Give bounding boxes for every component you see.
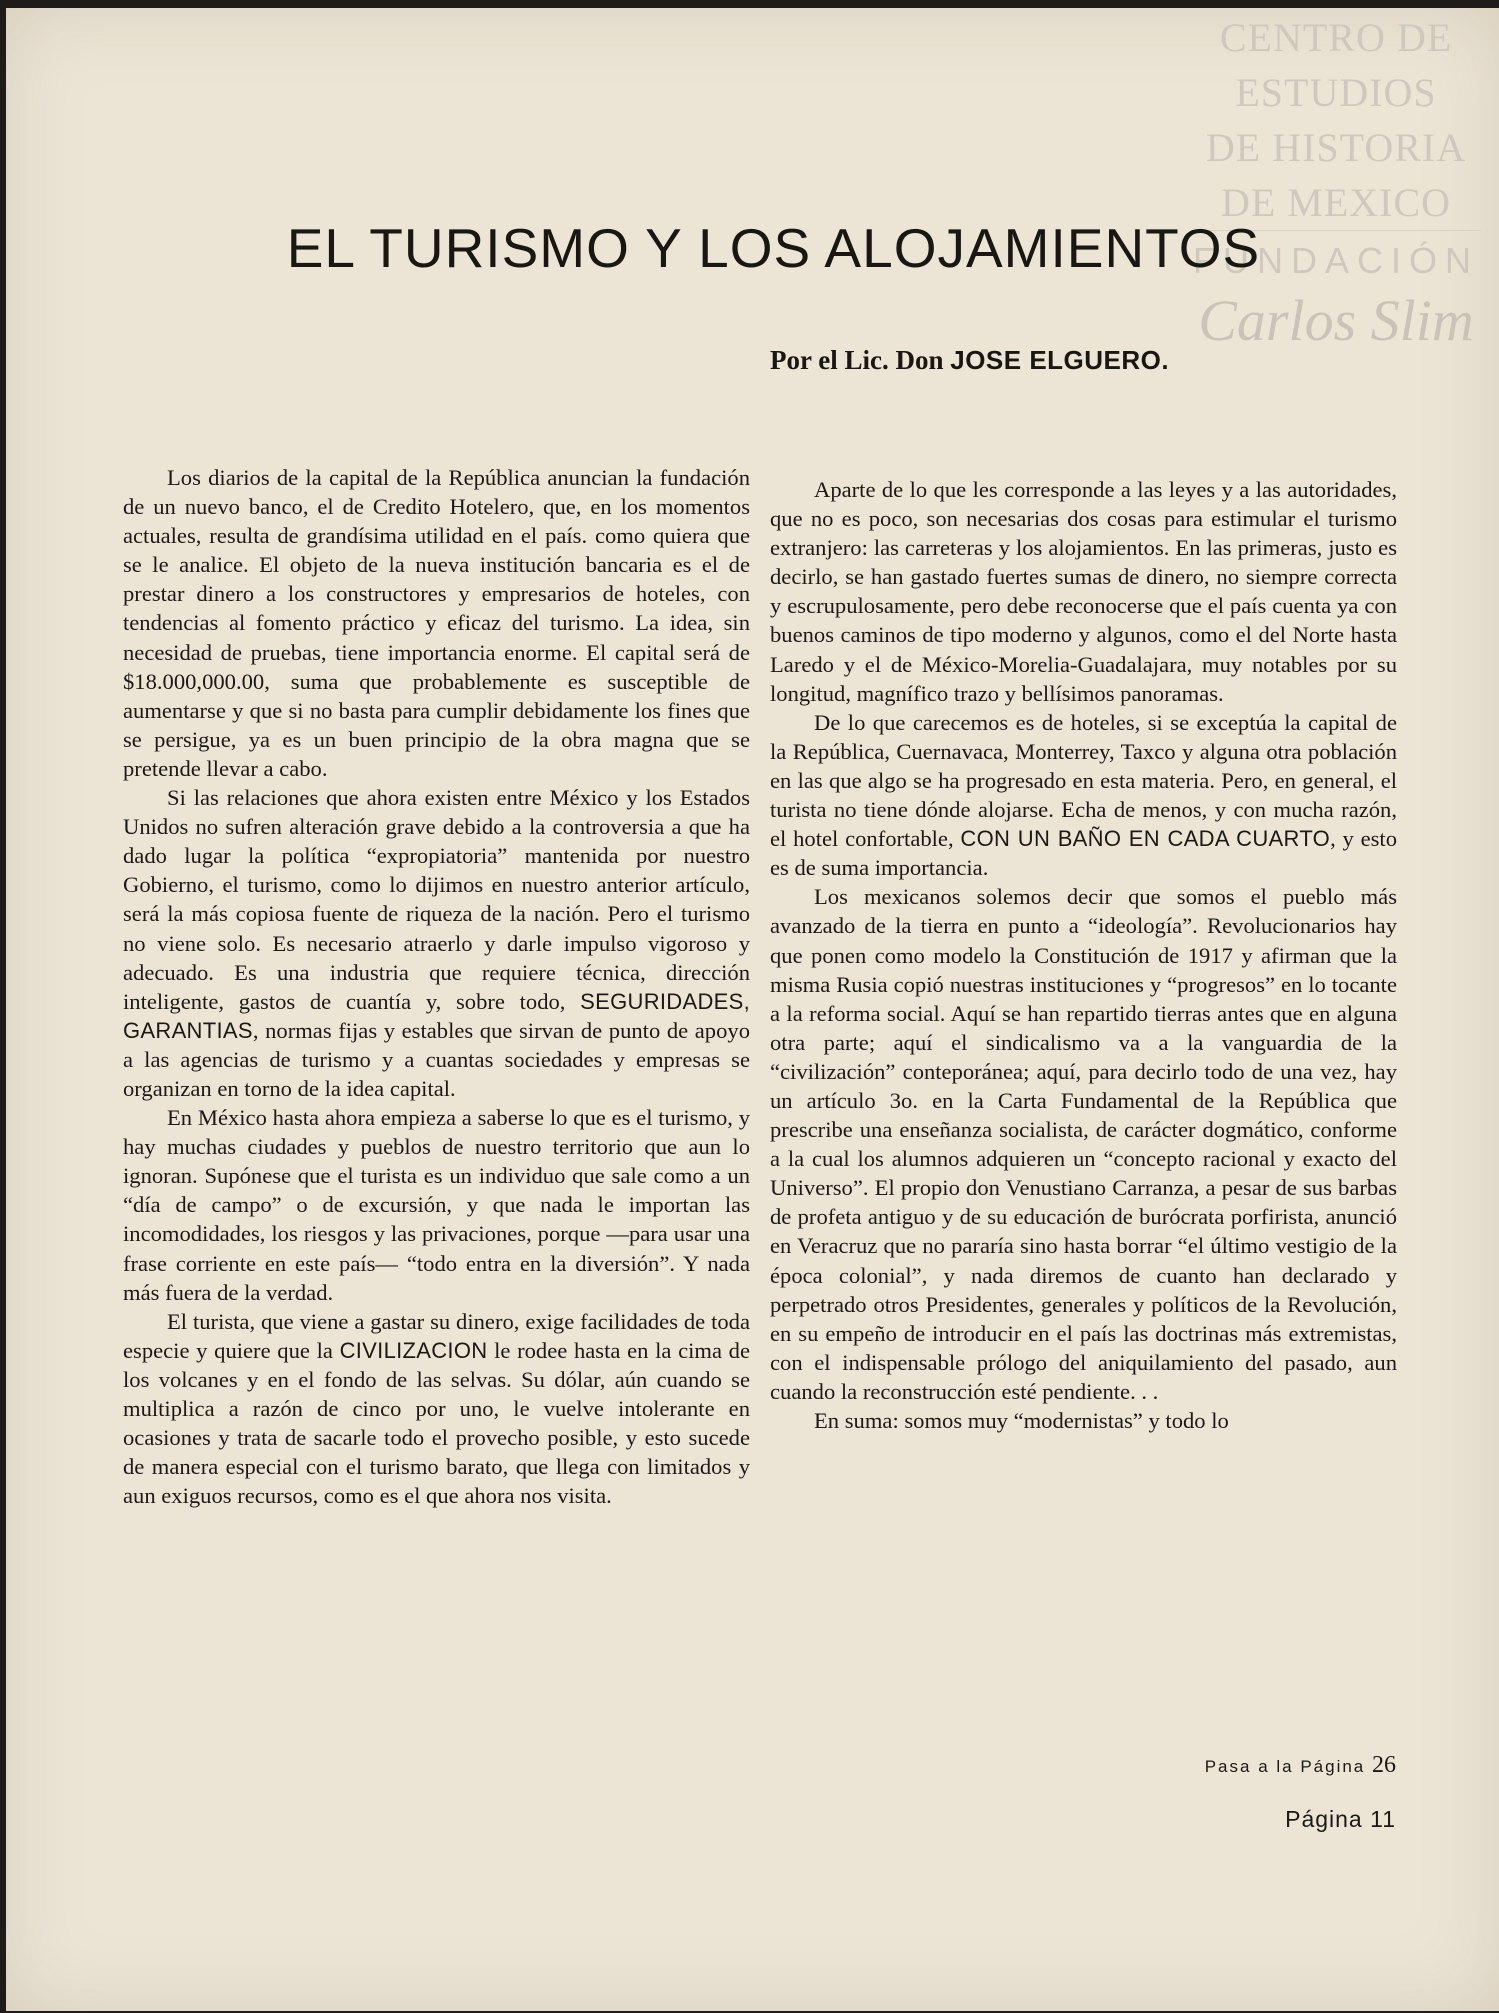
left-paragraph-3 — [123, 1103, 750, 1307]
text-run: Los mexicanos solemos decir que somos el pueblo más avanzado de la tierra en punto a “ideología”. Revolucionarios hay que ponen como modelo la Constitución de 1917 y afirman que la misma Rusia copió nuestras instituciones y “progresos” en lo tocante a la reforma social. Aquí se han repartido tierras antes que en alguna otra parte; aquí el sindicalismo va a la vanguardia de la “civilización” conteporánea; aquí, para decirlo todo de una vez, hay un artículo 3o. en la Carta Fundamental de la República que prescribe una enseñanza socialista, de carácter dogmático, conforme a la cual los alumnos adquieren un “concepto racional y exacto del Universo”. El propio don Venustiano Carranza, a pesar de sus barbas de profeta antiguo y de su educación de burócrata porfirista, anunció en Veracruz que no pararía sino hasta borrar “el último vestigio de la época colonial”, y nada diremos de cuanto han declarado y perpetrado otros Presidentes, generales y políticos de la Revolución, en su empeño de introducir en el país las doctrinas más extremistas, con el indispensable prólogo del aniquilamiento del pasado, aun cuando la reconstrucción esté pendiente. . . — [770, 884, 1397, 1404]
watermark-signature: Carlos Slim — [1198, 288, 1474, 353]
text-run: De lo que carecemos es de hoteles, si se exceptúa la capital de la República, Cuernavaca, Monterrey, Taxco y alguna otra población en las que algo se ha progresado en esta materia. Pero, en general, el turista no tiene dónde alojarse. Echa de menos, y con mucha razón, el hotel confortable, — [770, 709, 1397, 852]
magazine-page — [6, 8, 1499, 2011]
watermark-line-1: CENTRO DE — [1219, 15, 1453, 60]
text-run: El turista, que viene a gastar su dinero, exige facilidades de toda especie y quiere que la — [123, 1308, 750, 1363]
text-run: Si las relaciones que ahora existen entre México y los Estados Unidos no sufren alteración grave debido a la controversia a que ha dado lugar la política “expropiatoria” mantenida por nuestro Gobierno, el turismo, como lo dijimos en nuestro anterior artículo, será la más copiosa fuente de riqueza de la nación. Pero el turismo no viene solo. Es necesario atraerlo y darle impulso vigoroso y adecuado. Es una industria que requiere técnica, dirección inteligente, gastos de cuantía y, sobre todo, — [123, 785, 750, 1014]
watermark-foundation: FUNDACIÓN — [1191, 230, 1481, 291]
right-column — [770, 475, 1397, 1435]
page-number: Página 11 — [1285, 1806, 1396, 1832]
emphasis-caps: SEGURIDADES, GARANTIAS — [123, 988, 750, 1043]
byline-author: JOSE ELGUERO. — [950, 345, 1170, 375]
archive-watermark — [1191, 10, 1481, 351]
article-title: EL TURISMO Y LOS ALOJAMIENTOS — [286, 217, 1261, 279]
text-run: Los diarios de la capital de la República anuncian la fundación de un nuevo banco, el de Credito Hotelero, que, en los momentos actuales, resulta de grandísima utilidad en el país. como quiera que se le analice. El objeto de la nueva institución bancaria es el de prestar dinero a los constructores y empresarios de hoteles, con tendencias al fomento práctico y eficaz del turismo. La idea, sin necesidad de pruebas, tiene importancia enorme. El capital será de $18.000,000.00, suma que probablemente es susceptible de aumentarse y que si no basta para cumplir debidamente los fines que se persigue, ya es un buen principio de la obra magna que se pretende llevar a cabo. — [123, 465, 750, 781]
continued-on-note — [1006, 1752, 1396, 1779]
text-run: , normas fijas y estables que sirvan de punto de apoyo a las agencias de turismo y a cuantas sociedades y empresas se organizan en torno de la idea capital. — [123, 1017, 750, 1101]
continued-label: Pasa a la Página — [1204, 1757, 1366, 1776]
watermark-line-4: DE MEXICO — [1220, 180, 1452, 225]
byline — [770, 345, 1169, 376]
continued-page: 26 — [1372, 1752, 1396, 1778]
emphasis-caps: CIVILIZACION — [339, 1337, 488, 1363]
left-paragraph-4 — [123, 1307, 750, 1511]
watermark-line-2: ESTUDIOS — [1235, 70, 1437, 115]
right-paragraph-4 — [770, 1406, 1397, 1435]
right-paragraph-1 — [770, 475, 1397, 708]
left-column — [123, 463, 750, 1510]
watermark-line-3: DE HISTORIA — [1205, 125, 1467, 170]
text-run: le rodee hasta en la cima de los volcanes y en el fondo de las selvas. Su dólar, aún cuando se multiplica a razón de cinco por uno, le vuelve intolerante en ocasiones y trata de sacarle todo el provecho posible, y esto sucede de manera especial con el turismo barato, que llega con limitados y aun exiguos recursos, como es el que ahora nos visita. — [123, 1337, 750, 1509]
left-paragraph-1 — [123, 463, 750, 783]
text-run: , y esto es de suma importancia. — [770, 826, 1398, 881]
left-paragraph-2 — [123, 783, 750, 1103]
right-paragraph-2 — [770, 708, 1397, 883]
byline-prefix: Por el Lic. Don — [770, 345, 951, 375]
right-paragraph-3 — [770, 882, 1397, 1406]
text-run: Aparte de lo que les corresponde a las leyes y a las autoridades, que no es poco, son necesarias dos cosas para estimular el turismo extranjero: las carreteras y los alojamientos. En las primeras, justo es decirlo, se han gastado fuertes sumas de dinero, no siempre correcta y escrupulosamente, pero debe reconocerse que el país cuenta ya con buenos caminos de tipo moderno y algunos, como el del Norte hasta Laredo y el de México-Morelia-Guadalajara, muy notables por su longitud, magnífico trazo y bellísimos panoramas. — [770, 477, 1397, 706]
emphasis-caps: CON UN BAÑO EN CADA CUARTO — [960, 826, 1331, 852]
text-run: En México hasta ahora empieza a saberse lo que es el turismo, y hay muchas ciudades y pueblos de nuestro territorio que aun lo ignoran. Supónese que el turista es un individuo que sale como a un “día de campo” o de excursión, y que nada le importan las incomodidades, los riesgos y las privaciones, porque —para usar una frase corriente en este país— “todo entra en la diversión”. Y nada más fuera de la verdad. — [123, 1105, 750, 1305]
text-run: En suma: somos muy “modernistas” y todo lo — [814, 1408, 1229, 1433]
